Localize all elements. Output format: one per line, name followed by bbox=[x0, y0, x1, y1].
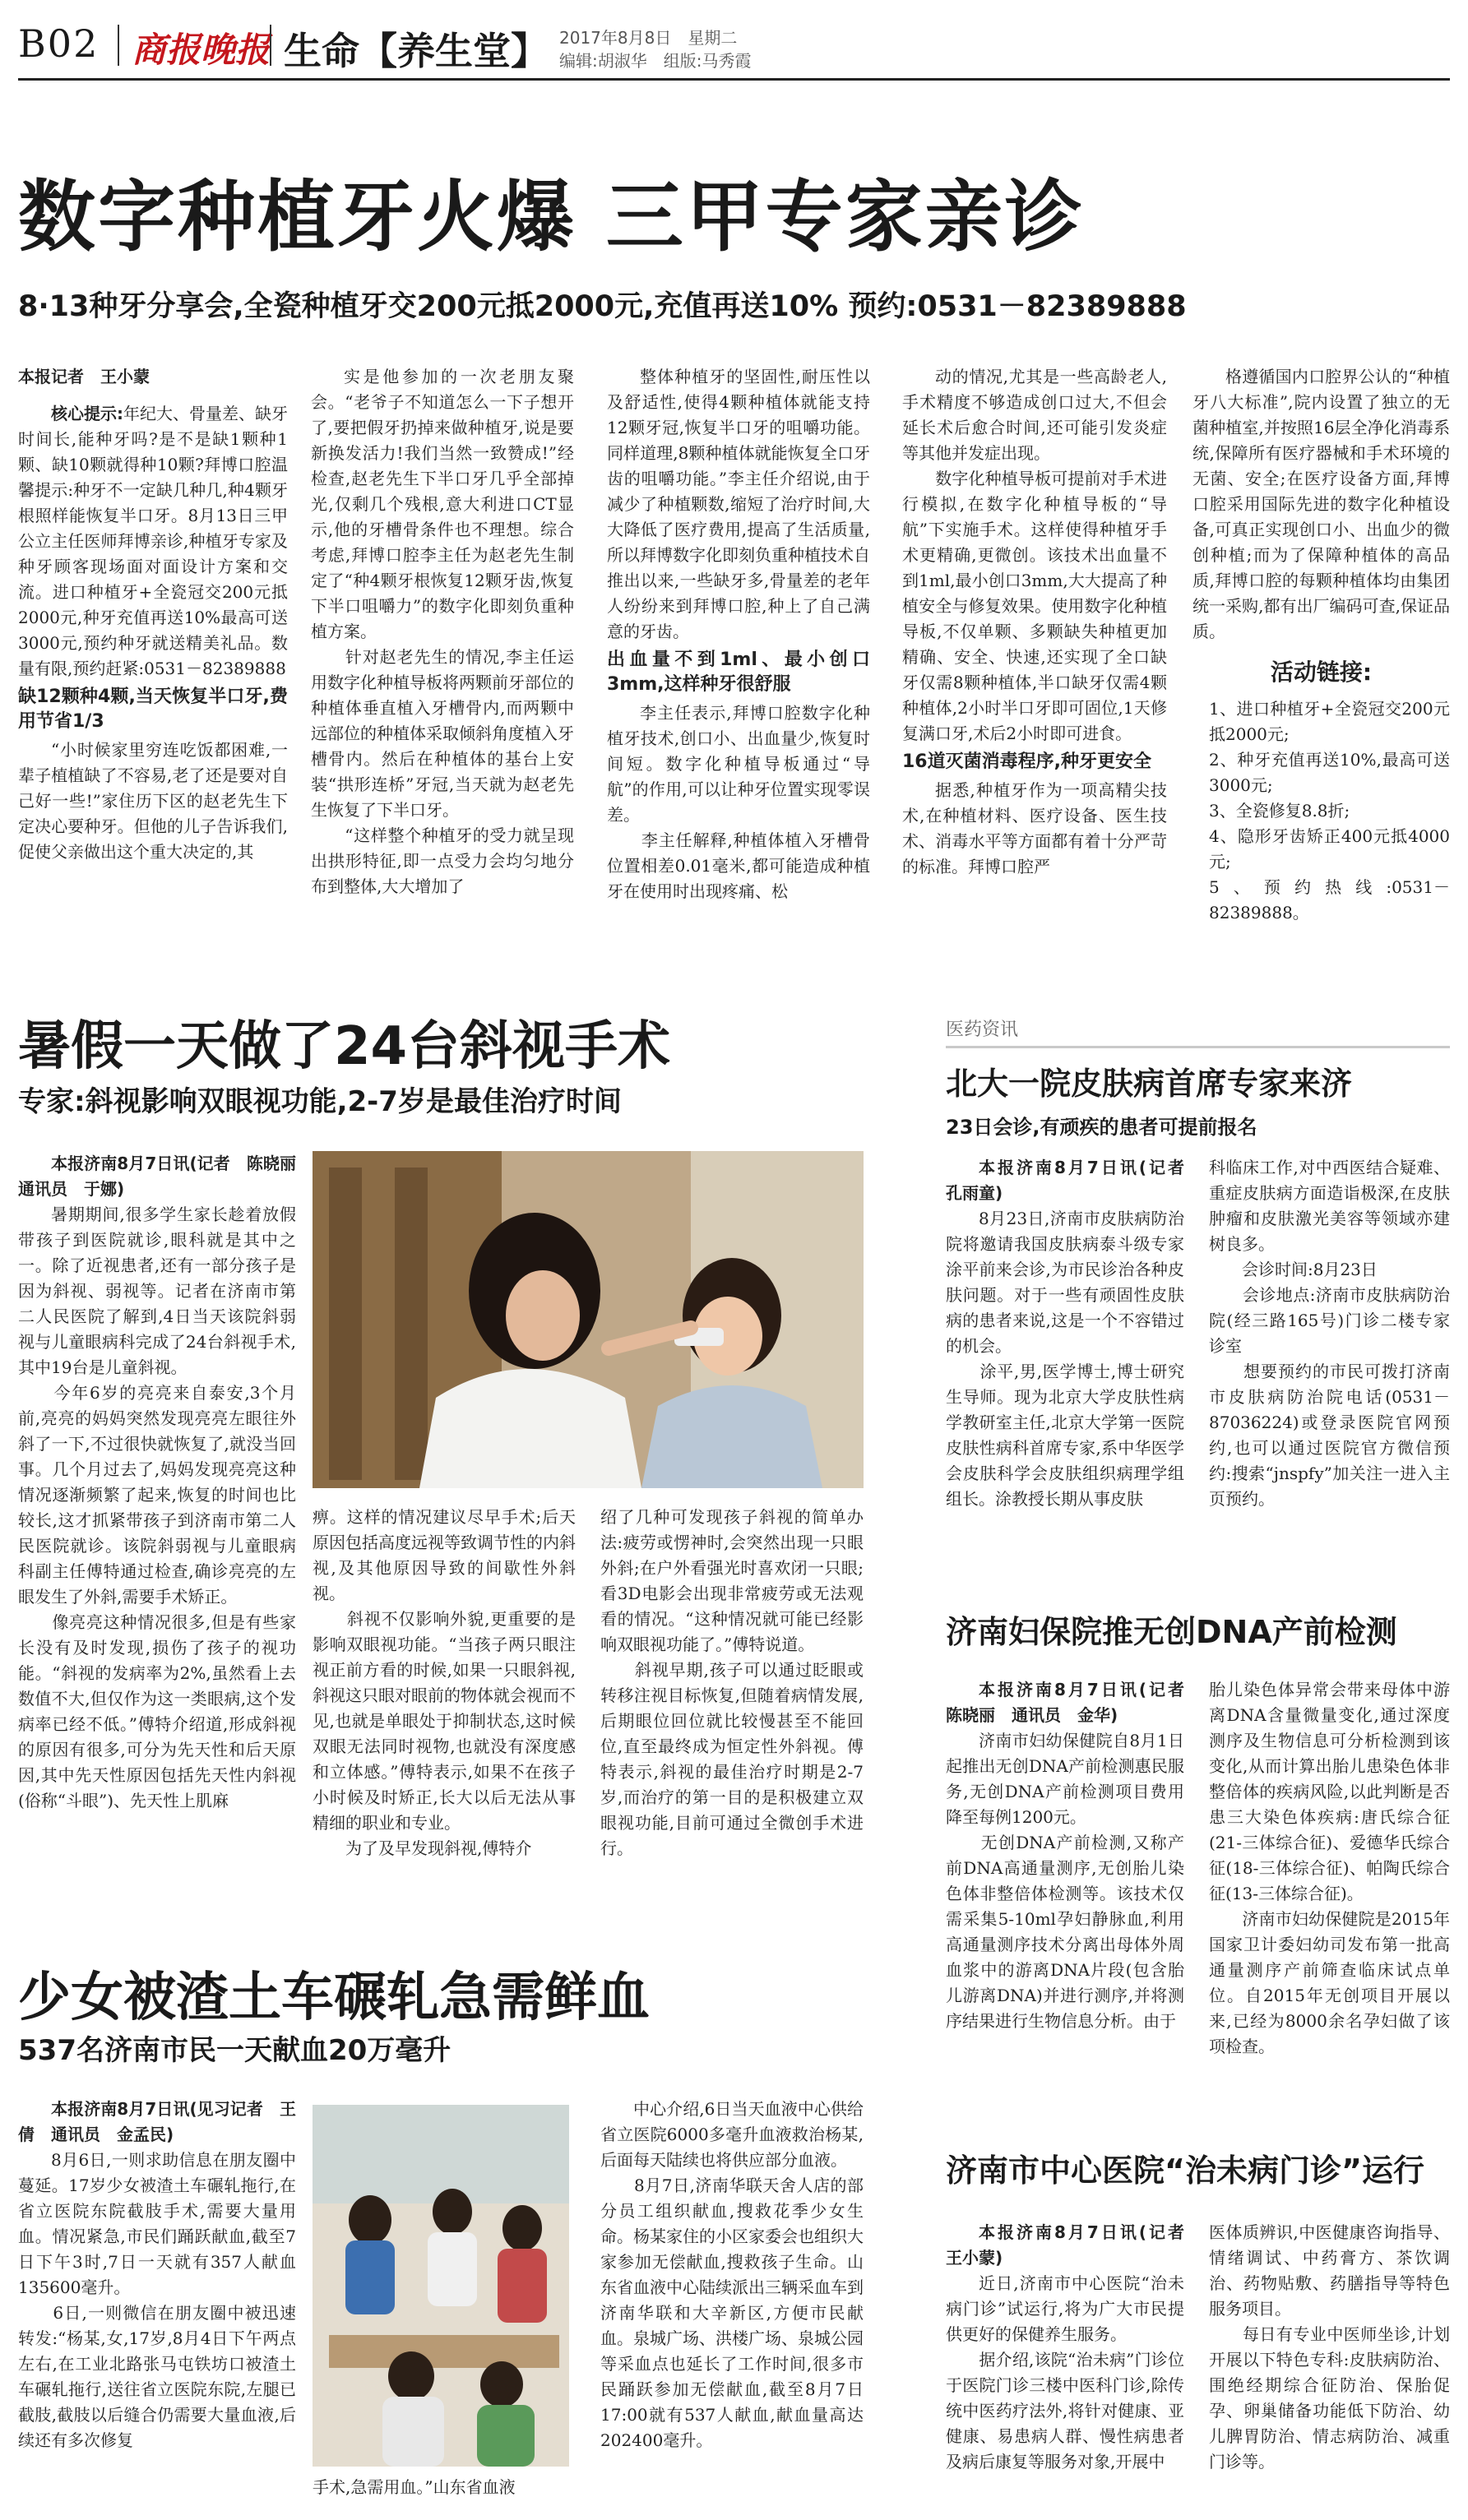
derm-subheadline: 23日会诊,有顽疾的患者可提前报名 bbox=[946, 1116, 1257, 1139]
derm-byline: 本报济南8月7日讯(记者 孔雨童) bbox=[946, 1158, 1201, 1203]
implant-body-3b: 李主任表示,拜博口腔数字化种植牙技术,创口小、出血量少,恢复时间短。数字化种植导板通过“导航”的作用,可以让种牙位置实现零误差。 李主任解释,种植体植入牙槽骨位置相差0.01毫米,都可能造成种植牙在使用时出现疼痛、松 bbox=[607, 703, 870, 901]
implant-body-4b: 据悉,种植牙作为一项高精尖技术,在种植材料、医疗设备、医生技术、消毒水平等方面都有着十分严苛的标准。拜博口腔严 bbox=[902, 780, 1167, 876]
dna-column-2: 胎儿染色体异常会带来母体中游离DNA含量微量变化,通过深度测序及生物信息可分析检测到该变化,从而计算出胎儿患染色体非整倍体的疾病风险,以此判断是否患三大染色体疾病:唐氏综合征(21-三体综合征)、爱德华氏综合征(18-三体综合征)、帕陶氏综合征(13-三体综合征)。 济南市妇幼保健院是2015年国家卫计委妇幼司发布第一批高通量测序产前筛查临床试点单位。自2015年无创项目开展以来,已经为8000余名孕妇做了该项检查。 bbox=[1209, 1680, 1450, 2056]
derm-column-2: 科临床工作,对中西医结合疑难、重症皮肤病方面造诣极深,在皮肤肿瘤和皮肤激光美容等领域亦建树良多。 会诊时间:8月23日 会诊地点:济南市皮肤病防治院(经三路165号)门诊二楼专家诊室 想要预约的市民可拨打济南市皮肤病防治院电话(0531－87036224)或登录医院官网预约,也可以通过医院官方微信预约:搜索“jnspfy”加关注一进入主页预约。 bbox=[1209, 1158, 1450, 1509]
derm-headline: 北大一院皮肤病首席专家来济 bbox=[946, 1066, 1353, 1102]
strabismus-subheadline: 专家:斜视影响双眼视功能,2-7岁是最佳治疗时间 bbox=[18, 1085, 622, 1118]
implant-column-5 bbox=[1192, 364, 1450, 940]
derm-column-1 bbox=[946, 1155, 1201, 1558]
blood-column-2: 手术,急需用血。”山东省血液 bbox=[313, 2477, 516, 2497]
blood-donation-photo bbox=[313, 2105, 569, 2467]
blood-byline: 本报济南8月7日讯(见习记者 王倩 通讯员 金孟民) bbox=[18, 2099, 296, 2144]
issue-date: 2017年8月8日 星期二 bbox=[559, 28, 738, 48]
center-hospital-column-1 bbox=[946, 2220, 1201, 2508]
blood-headline: 少女被渣土车碾轧急需鲜血 bbox=[18, 1967, 650, 2028]
blood-column-1 bbox=[18, 2097, 296, 2508]
activity-item: 4、隐形牙齿矫正400元抵4000元; bbox=[1209, 826, 1450, 872]
strabismus-byline: 本报济南8月7日讯(记者 陈晓丽 通讯员 于娜) bbox=[18, 1154, 313, 1199]
center-hospital-byline: 本报济南8月7日讯(记者 王小蒙) bbox=[946, 2222, 1201, 2268]
medical-news-label: 医药资讯 bbox=[946, 1015, 1450, 1048]
implant-subheadline: 8·13种牙分享会,全瓷种植牙交200元抵2000元,充值再送10% 预约:0531－82389888 bbox=[18, 290, 1187, 323]
activity-item: 1、进口种植牙+全瓷冠交200元抵2000元; bbox=[1209, 699, 1450, 744]
strabismus-column-3: 绍了几种可发现孩子斜视的简单办法:疲劳或愣神时,会突然出现一只眼外斜;在户外看强光时喜欢闭一只眼;看3D电影会出现非常疲劳或无法观看的情况。“这种情况就可能已经影响双眼视功能了。”傅特说道。 斜视早期,孩子可以通过眨眼或转移注视目标恢复,但随着病情发展,后期眼位回位就比较慢甚至不能回位,直至最终成为恒定性外斜视。傅特表示,斜视的最佳治疗时期是2-7岁,而治疗的第一目的是积极建立双眼视功能,目前可通过全微创手术进行。 bbox=[600, 1507, 864, 1858]
implant-column-3 bbox=[607, 364, 870, 940]
center-hospital-body-1: 近日,济南市中心医院“治未病门诊”试运行,将为广大市民提供更好的保健养生服务。 据介绍,该院“治未病”门诊位于医院门诊三楼中医科门诊,除传统中医药疗法外,将针对健康、亚健康、易患病人群、慢性病患者及病后康复等服务对象,开展中 bbox=[946, 2273, 1184, 2471]
header-rule bbox=[18, 78, 1450, 81]
activity-item: 5、预约热线:0531－82389888。 bbox=[1209, 877, 1450, 922]
strabismus-headline: 暑假一天做了24台斜视手术 bbox=[18, 1016, 671, 1077]
implant-byline: 本报记者 王小蒙 bbox=[18, 367, 150, 386]
implant-headline: 数字种植牙火爆 三甲专家亲诊 bbox=[18, 173, 1085, 262]
blood-subheadline: 537名济南市民一天献血20万毫升 bbox=[18, 2034, 452, 2067]
column-name: 生命【养生堂】 bbox=[284, 29, 549, 73]
implant-subhead-3: 16道灭菌消毒程序,种牙更安全 bbox=[902, 751, 1151, 772]
strabismus-body-1: 暑期期间,很多学生家长趁着放假带孩子到医院就诊,眼科就是其中之一。除了近视患者,还有一部分孩子是因为斜视、弱视等。记者在济南市第二人民医院了解到,4日当天该院斜弱视与儿童眼病科完成了24台斜视手术,其中19台是儿童斜视。 今年6岁的亮亮来自泰安,3个月前,亮亮的妈妈突然发现亮亮左眼往外斜了一下,不过很快就恢复了,就没当回事。几个月过去了,妈妈发现亮亮这种情况逐渐频繁了起来,恢复的时间也比较长,这才抓紧带孩子到济南市第二人民医院就诊。该院斜弱视与儿童眼病科副主任傅特通过检查,确诊亮亮的左眼发生了外斜,需要手术矫正。 像亮亮这种情况很多,但是有些家长没有及时发现,损伤了孩子的视功能。“斜视的发病率为2%,虽然看上去数值不大,但仅作为这一类眼病,这个发病率已经不低。”傅特介绍道,形成斜视的原因有很多,可分为先天性和后天原因,其中先天性原因包括先天性内斜视(俗称“斗眼”)、先天性上肌麻 bbox=[18, 1205, 296, 1810]
implant-body-5: 格遵循国内口腔界公认的“种植牙八大标准”,院内设置了独立的无菌种植室,并按照16层全净化消毒系统,保障所有医疗器械和手术环境的无菌、安全;在医疗设备方面,拜博口腔采用国际先进的数字化种植设备,可真正实现创口小、出血少的微创种植;而为了保障种植体的高品质,拜博口腔的每颗种植体均由集团统一采购,都有出厂编码可查,保证品质。 bbox=[1192, 367, 1450, 641]
implant-body-1: “小时候家里穷连吃饭都困难,一辈子植植缺了不容易,老了还是要对自己好一些!”家住历下区的赵老先生下定决心要种牙。但他的儿子告诉我们,促使父亲做出这个重大决定的,其 bbox=[18, 740, 288, 862]
center-hospital-column-2: 医体质辨识,中医健康咨询指导、情绪调试、中药膏方、茶饮调治、药物贴敷、药膳指导等特色服务项目。 每日有专业中医师坐诊,计划开展以下特色专科:皮肤病防治、围绝经期综合征防治、保胎促孕、卵巢储备功能低下防治、幼儿脾胃防治、情志病防治、减重门诊等。 bbox=[1209, 2222, 1450, 2471]
center-hospital-headline: 济南市中心医院“治未病门诊”运行 bbox=[946, 2152, 1424, 2189]
implant-subhead-2: 出血量不到1ml、最小创口3mm,这样种牙很舒服 bbox=[607, 650, 870, 695]
strabismus-column-2: 痹。这样的情况建议尽早手术;后天原因包括高度远视等致调节性的内斜视,及其他原因导致的间歇性外斜视。 斜视不仅影响外貌,更重要的是影响双眼视功能。“当孩子两只眼注视正前方看的时候,如果一只眼斜视,斜视这只眼对眼前的物体就会视而不见,也就是单眼处于抑制状态,这时候双眼无法同时视物,也就没有深度感和立体感。”傅特表示,如果不在孩子小时候及时矫正,长大以后无法从事精细的职业和专业。 为了及早发现斜视,傅特介 bbox=[313, 1507, 576, 1858]
editor-credits: 编辑:胡淑华 组版:马秀霞 bbox=[559, 51, 752, 71]
blood-donation-illustration bbox=[313, 2105, 569, 2467]
header-divider bbox=[270, 25, 271, 66]
blood-body-1: 8月6日,一则求助信息在朋友圈中蔓延。17岁少女被渣土车碾轧拖行,在省立医院东院截肢手术,需要大量用血。情况紧急,市民们踊跃献血,截至7日下午3时,7日一天就有357人献血135600毫升。 6日,一则微信在朋友圈中被迅速转发:“杨某,女,17岁,8月4日下午两点左右,在工业北路张马屯铁坊口被渣土车碾轧拖行,送往省立医院东院,左腿已截肢,截肢以后缝合仍需要大量血液,后续还有多次修复 bbox=[18, 2150, 296, 2450]
key-tip-label: 核心提示: bbox=[51, 404, 123, 423]
dna-column-1 bbox=[946, 1677, 1201, 2088]
activity-item: 2、种牙充值再送10%,最高可送3000元; bbox=[1209, 750, 1450, 795]
dna-body-1: 济南市妇幼保健院自8月1日起推出无创DNA产前检测惠民服务,无创DNA产前检测项目费用降至每例1200元。 无创DNA产前检测,又称产前DNA高通量测序,无创胎儿染色体非整倍体检测等。该技术仅需采集5-10ml孕妇静脉血,利用高通量测序技术分离出母体外周血浆中的游离DNA片段(包含胎儿游离DNA)并进行测序,并将测序结果进行生物信息分析。由于 bbox=[946, 1731, 1184, 2031]
dna-headline: 济南妇保院推无创DNA产前检测 bbox=[946, 1614, 1397, 1650]
strabismus-column-1 bbox=[18, 1151, 313, 1949]
implant-body-4a: 动的情况,尤其是一些高龄老人,手术精度不够造成创口过大,不但会延长术后愈合时间,还可能引发炎症等其他并发症出现。 数字化种植导板可提前对手术进行模拟,在数字化种植导板的“导航”下实施手术。这样使得种植牙手术更精确,更微创。该技术出血量不到1ml,最小创口3mm,大大提高了种植安全与修复效果。使用数字化种植导板,不仅单颗、多颗缺失种植更加精确、安全、快速,还实现了全口缺牙仅需8颗种植体,半口缺牙仅需4颗种植体,2小时半口牙即可固位,1天修复满口牙,术后2小时即可进食。 bbox=[902, 367, 1167, 743]
key-tip-text: 年纪大、骨量差、缺牙时间长,能种牙吗?是不是缺1颗种1颗、缺10颗就得种10颗?拜博口腔温馨提示:种牙不一定缺几种几,种4颗牙根照样能恢复半口牙。8月13日三甲公立主任医师拜博亲诊,种植牙专家及种牙顾客现场面对面设计方案和交流。进口种植牙+全瓷冠交200元抵2000元,种牙充值再送10%最高可送3000元,预约种牙就送精美礼品。数量有限,预约赶紧:0531－82389888 bbox=[18, 404, 288, 678]
medical-news-tag bbox=[946, 1015, 1450, 1048]
activity-item: 3、全瓷修复8.8折; bbox=[1209, 801, 1350, 821]
implant-column-1 bbox=[18, 364, 288, 940]
activity-list bbox=[1192, 696, 1450, 926]
implant-column-4 bbox=[902, 364, 1167, 940]
implant-subhead-1: 缺12颗种4颗,当天恢复半口牙,费用节省1/3 bbox=[18, 687, 288, 732]
eye-exam-illustration bbox=[313, 1151, 864, 1488]
activity-title: 活动链接: bbox=[1270, 659, 1373, 686]
eye-exam-photo bbox=[313, 1151, 864, 1488]
dna-byline: 本报济南8月7日讯(记者 陈晓丽 通讯员 金华) bbox=[946, 1680, 1201, 1725]
page-number: B02 bbox=[18, 21, 100, 66]
implant-body-3a: 整体种植牙的坚固性,耐压性以及舒适性,使得4颗种植体就能支持12颗牙冠,恢复半口牙的咀嚼功能。同样道理,8颗种植体就能恢复全口牙齿的咀嚼功能。”李主任介绍说,由于减少了种植颗数,缩短了治疗时间,大大降低了医疗费用,提高了生活质量,所以拜博数字化即刻负重种植技术自推出以来,一些缺牙多,骨量差的老年人纷纷来到拜博口腔,种上了自己满意的牙齿。 bbox=[607, 367, 870, 641]
implant-column-2: 实是他参加的一次老朋友聚会。“老爷子不知道怎么一下子想开了,要把假牙扔掉来做种植牙,说是要新换发活力!我们当然一致赞成!”经检查,赵老先生下半口牙几乎全部掉光,仅剩几个残根,意大利进口CT显示,他的牙槽骨条件也不理想。综合考虑,拜博口腔李主任为赵老先生制定了“种4颗牙根恢复12颗牙齿,恢复下半口咀嚼力”的数字化即刻负重种植方案。 针对赵老先生的情况,李主任运用数字化种植导板将两颗前牙部位的种植体垂直植入牙槽骨内,而两颗中远部位的种植体采取倾斜角度植入牙槽骨内。然后在种植体的基台上安装“拱形连桥”牙冠,当天就为赵老先生恢复了下半口牙。 “这样整个种植牙的受力就呈现出拱形特征,即一点受力会均匀地分布到整体,大大增加了 bbox=[311, 367, 574, 896]
newspaper-logo: 商报晚报 bbox=[132, 30, 271, 70]
derm-body-1: 8月23日,济南市皮肤病防治院将邀请我国皮肤病泰斗级专家涂平前来会诊,为市民诊治各种皮肤问题。对于一些有顽固性皮肤病的患者来说,这是一个不容错过的机会。 涂平,男,医学博士,博士研究生导师。现为北京大学皮肤性病学教研室主任,北京大学第一医院皮肤性病科首席专家,系中华医学会皮肤科学会皮肤组织病理学组组长。涂教授长期从事皮肤 bbox=[946, 1209, 1184, 1509]
header-divider bbox=[118, 25, 119, 66]
blood-column-3: 中心介绍,6日当天血液中心供给省立医院6000多毫升血液救治杨某,后面每天陆续也将供应部分血液。 8月7日,济南华联天舍人店的部分员工组织献血,搜救花季少女生命。杨某家住的小区家委会也组织大家参加无偿献血,搜救孩子生命。山东省血液中心陆续派出三辆采血车到济南华联和大辛新区,方便市民献血。泉城广场、洪楼广场、泉城公园等采血点也延长了工作时间,很多市民踊跃参加无偿献血,截至8月7日17:00就有537人献血,献血量高达202400毫升。 bbox=[600, 2099, 864, 2450]
